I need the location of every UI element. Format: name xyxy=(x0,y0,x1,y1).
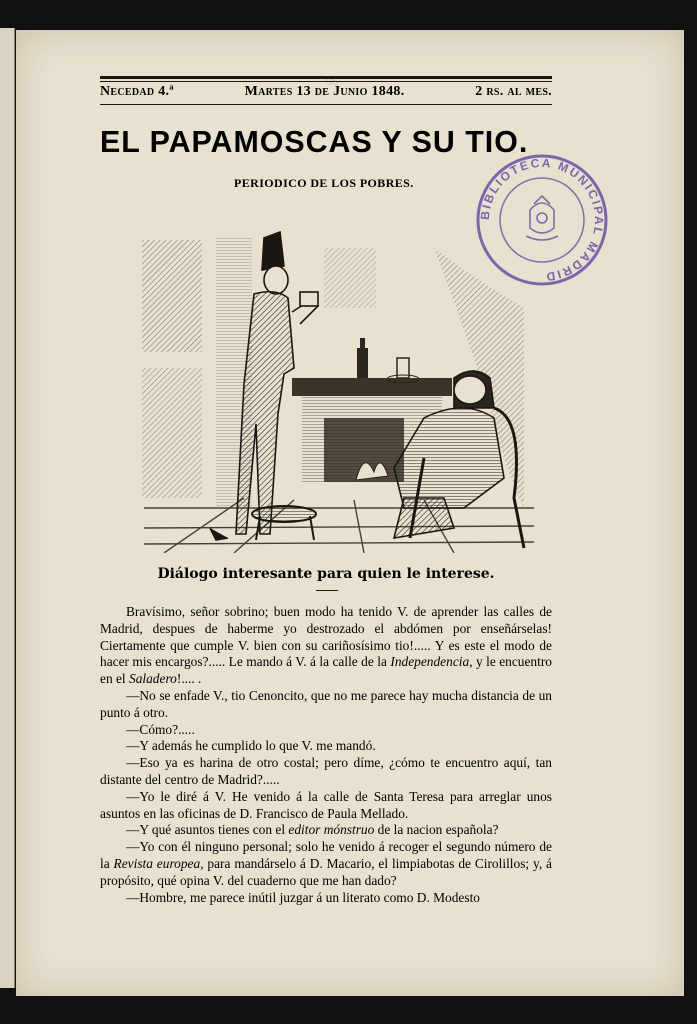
paragraph: —Yo con él ninguno personal; solo he venido á recoger el segundo número de la Revista europea, para mandárselo á D. Macario, el limpiabotas de Cirolillos; y, á propósito, qué opina V. del cuaderno que me han dado? xyxy=(100,839,552,888)
stamp-text: BIBLIOTECA MUNICIPAL MADRID xyxy=(477,155,607,285)
caption-rule xyxy=(316,590,338,591)
illustration-caption: Diálogo interesante para quien le interese. xyxy=(157,566,495,582)
paragraph: —Eso ya es harina de otro costal; pero díme, ¿cómo te encuentro aquí, tan distante del centro de Madrid?..... xyxy=(100,755,552,787)
newspaper-title: EL PAPAMOSCAS Y SU TIO. xyxy=(100,124,529,159)
dialogue-text xyxy=(100,604,552,906)
paragraph: —Yo le diré á V. He venido á la calle de Santa Teresa para arreglar unos asuntos en las oficinas de D. Francisco de Paula Mellado. xyxy=(100,788,552,821)
paragraph: Bravísimo, señor sobrino; buen modo ha tenido V. de aprender las calles de Madrid, despues de haberme yo destrozado el abdómen por enseñárselas! Ciertamente que cumple V. bien con su cariñosísimo tio!..... Y es este el modo de hacer mis encargos?..... Le mando á V. á la calle de la Independencia, y le encuentro en el Saladero!.... . xyxy=(100,604,552,687)
paragraph: —Hombre, me parece inútil juzgar á un literato como D. Modesto xyxy=(126,889,481,905)
bleed-through-page-number: 96 xyxy=(326,74,338,88)
dialogue-illustration xyxy=(124,208,534,553)
wall-panel xyxy=(142,240,202,352)
edition-label: Necedad 4.ª xyxy=(100,84,174,99)
issue-date: Martes 13 de Junio 1848. xyxy=(244,84,405,99)
table-top xyxy=(292,378,452,396)
price-label: 2 rs. al mes. xyxy=(475,84,552,99)
masthead-bottom-rule xyxy=(100,104,552,105)
paragraph: —Cómo?..... xyxy=(126,721,195,737)
paragraph: —Y qué asuntos tienes con el editor mónstruo de la nacion española? xyxy=(126,822,499,838)
bottle xyxy=(357,348,368,378)
masthead xyxy=(100,84,552,100)
floor-boards xyxy=(144,498,534,553)
masthead-top-rule xyxy=(100,76,552,82)
paragraph: —No se enfade V., tio Cenoncito, que no me parece hay mucha distancia de un punto á otro. xyxy=(100,687,552,720)
previous-page-edge xyxy=(0,28,15,988)
paragraph: —Y además he cumplido lo que V. me mandó. xyxy=(126,738,376,754)
newspaper-subtitle: PERIODICO DE LOS POBRES. xyxy=(234,176,414,190)
